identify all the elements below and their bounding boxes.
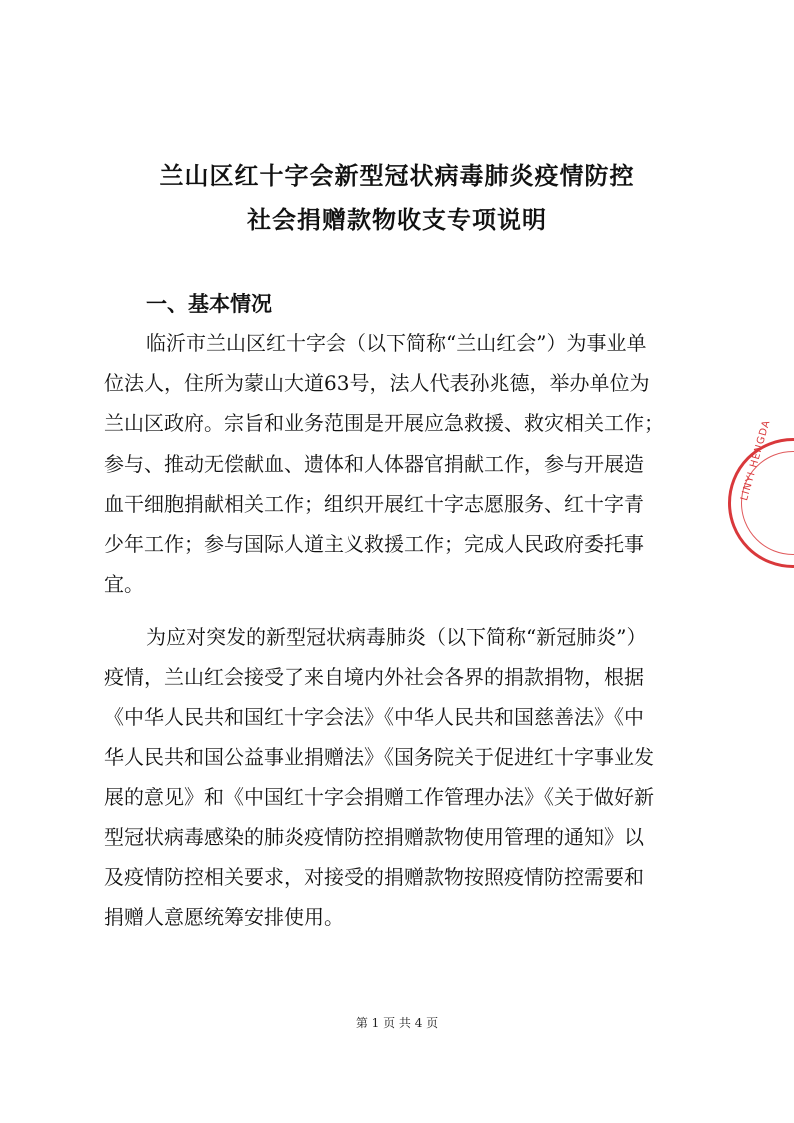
paragraph-line: 血干细胞捐献相关工作；组织开展红十字志愿服务、红十字青 (104, 492, 644, 516)
paragraph-line: 少年工作；参与国际人道主义救援工作；完成人民政府委托事 (104, 532, 644, 556)
section-heading-basic-info: 一、基本情况 (146, 292, 272, 316)
paragraph-line: 为应对突发的新型冠状病毒肺炎（以下简称“新冠肺炎”） (146, 625, 647, 649)
paragraph-line: 展的意见》和《中国红十字会捐赠工作管理办法》《关于做好新 (104, 785, 654, 809)
paragraph-line: 疫情，兰山红会接受了来自境内外社会各界的捐款捐物，根据 (104, 665, 644, 689)
document-title-line1: 兰山区红十字会新型冠状病毒肺炎疫情防控 (159, 162, 635, 190)
paragraph-line: 兰山区政府。宗旨和业务范围是开展应急救援、救灾相关工作； (104, 411, 664, 435)
paragraph-line: 捐赠人意愿统筹安排使用。 (104, 905, 344, 929)
document-title-line2: 社会捐赠款物收支专项说明 (247, 206, 547, 234)
paragraph-line: 临沂市兰山区红十字会（以下简称“兰山红会”）为事业单 (146, 331, 647, 355)
paragraph-line: 位法人，住所为蒙山大道63号，法人代表孙兆德，举办单位为 (104, 371, 650, 395)
paragraph-line: 《中华人民共和国红十字会法》《中华人民共和国慈善法》《中 (104, 705, 644, 729)
page-footer: 第 1 页 共 4 页 (355, 1016, 439, 1030)
paragraph-line: 参与、推动无偿献血、遗体和人体器官捐献工作，参与开展造 (104, 452, 644, 476)
paragraph-line: 及疫情防控相关要求，对接受的捐赠款物按照疫情防控需要和 (104, 865, 644, 889)
paragraph-line: 华人民共和国公益事业捐赠法》《国务院关于促进红十字事业发 (104, 745, 654, 769)
seal-text: LINYI HENGDA (739, 418, 773, 503)
paragraph-line: 型冠状病毒感染的肺炎疫情防控捐赠款物使用管理的通知》以 (104, 825, 644, 849)
paragraph-line: 宜。 (104, 572, 144, 596)
